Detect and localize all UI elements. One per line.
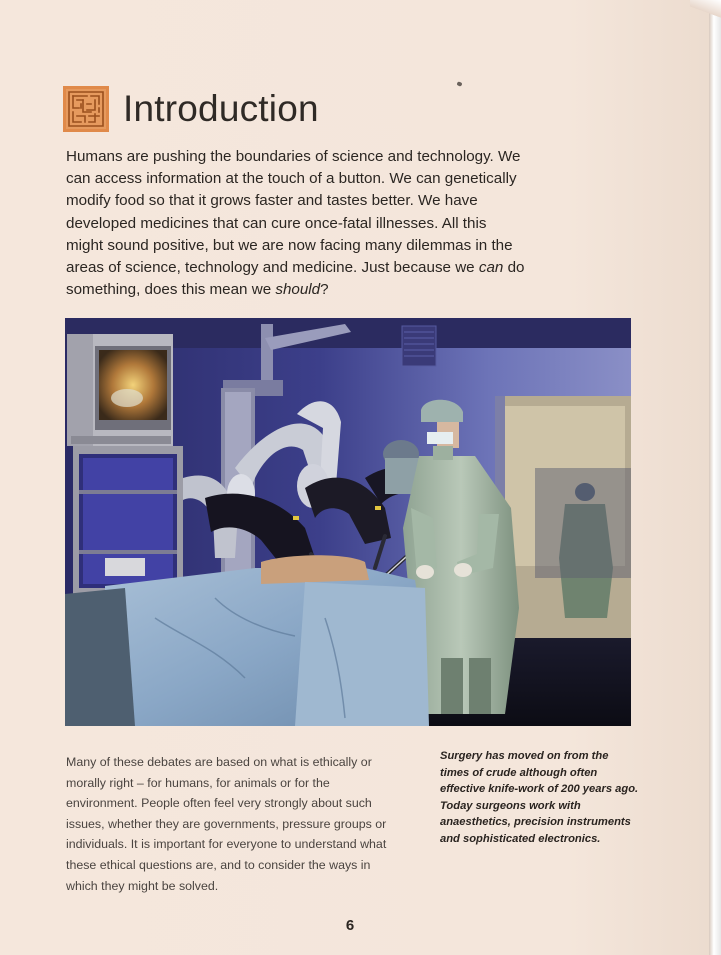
body-paragraph: Many of these debates are based on what is ethically or morally right – for humans, for animals or for the environment. People often feel very strongly about such issues, whether they are governments, pressure groups or individuals. It is important for everyone to understand what these ethical questions are, and to consider the ways in which they might be solved. xyxy=(66,755,387,893)
maze-icon xyxy=(63,86,109,132)
page-number: 6 xyxy=(345,917,355,934)
intro-text-part3: ? xyxy=(320,281,329,299)
page-edge xyxy=(709,0,721,955)
surgery-photo xyxy=(65,318,631,726)
page-title: Introduction xyxy=(123,88,319,129)
page-corner xyxy=(690,0,721,18)
intro-emphasis-should: should xyxy=(275,281,321,299)
intro-paragraph xyxy=(66,146,526,301)
intro-text-part1: Humans are pushing the boundaries of science and technology. We can access information at the touch of a button. We can genetically modify food so that it grows faster and tastes better. We have developed medicines that can cure once-fatal illnesses. All this might sound positive, but we are now facing many dilemmas in the areas of science, technology and medicine. Just because we xyxy=(66,148,521,277)
intro-emphasis-can: can xyxy=(478,259,504,277)
photo-caption: Surgery has moved on from the times of crude although often effective knife-work of 200 years ago. Today surgeons work with anaesthetics, precision instruments and sophisticated electronics. xyxy=(440,750,639,845)
intro-text-part2: do something, does this mean we xyxy=(66,259,525,299)
